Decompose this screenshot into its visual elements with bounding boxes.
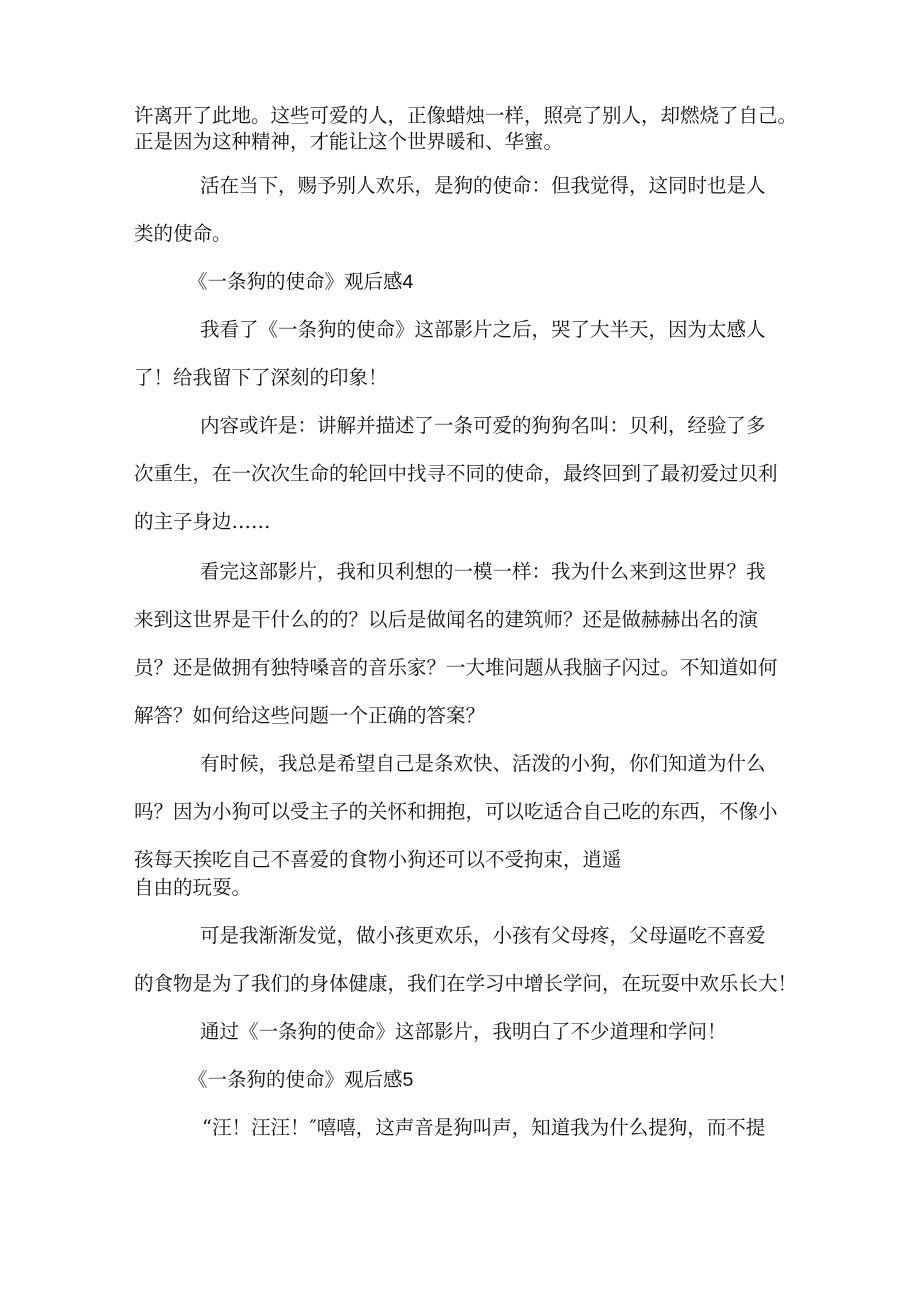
realize-line-2: 的食物是为了我们的身体健康，我们在学习中增长学问，在玩耍中欢乐长大！	[134, 972, 798, 995]
content-line-1: 内容或许是：讲解并描述了一条可爱的狗狗名叫：贝利，经验了多	[200, 414, 766, 437]
heading-5	[188, 1068, 413, 1092]
intro-line-2: 正是因为这种精神，才能让这个世界暖和、华蜜。	[134, 130, 564, 153]
intro-line-1: 许离开了此地。这些可爱的人，正像蜡烛一样，照亮了别人，却燃烧了自己。	[134, 104, 798, 127]
wish-line-2: 吗？因为小狗可以受主子的关怀和拥抱，可以吃适合自己吃的东西，不像小	[134, 800, 778, 823]
wish-line-3: 孩每天挨吃自己不喜爱的食物小狗还可以不受拘束，逍遥	[134, 848, 622, 871]
heading-5-title: 《一条狗的使命》观后感	[188, 1068, 403, 1091]
mission-line-1: 活在当下，赐予别人欢乐，是狗的使命：但我觉得，这同时也是人	[200, 174, 766, 197]
questions-line-2: 来到这世界是干什么的的？以后是做闻名的建筑师？还是做赫赫出名的演	[134, 608, 759, 631]
mission-line-2: 类的使命。	[134, 222, 232, 245]
bark-line-1: “汪！汪汪！″嘻嘻，这声音是狗叫声，知道我为什么提狗，而不提	[202, 1116, 766, 1139]
content-line-3: 的主子身边……	[134, 510, 271, 533]
watched-line-1: 我看了《一条狗的使命》这部影片之后，哭了大半天，因为太感人	[200, 318, 766, 341]
lesson-line-1: 通过《一条狗的使命》这部影片，我明白了不少道理和学问！	[200, 1020, 727, 1043]
heading-5-number: 5	[402, 1069, 414, 1091]
heading-4-title: 《一条狗的使命》观后感	[188, 270, 403, 293]
heading-4-number: 4	[402, 271, 414, 293]
questions-line-1: 看完这部影片，我和贝利想的一模一样：我为什么来到这世界？我	[200, 560, 766, 583]
wish-line-4: 自由的玩耍。	[134, 876, 252, 899]
questions-line-4: 解答？如何给这些问题一个正确的答案？	[134, 704, 486, 727]
watched-line-2: 了！给我留下了深刻的印象！	[134, 366, 388, 389]
realize-line-1: 可是我渐渐发觉，做小孩更欢乐，小孩有父母疼，父母逼吃不喜爱	[200, 924, 766, 947]
wish-line-1: 有时候，我总是希望自己是条欢快、活泼的小狗，你们知道为什么	[200, 752, 766, 775]
questions-line-3: 员？还是做拥有独特嗓音的音乐家？一大堆问题从我脑子闪过。不知道如何	[134, 656, 778, 679]
heading-4	[188, 270, 413, 294]
content-line-2: 次重生，在一次次生命的轮回中找寻不同的使命，最终回到了最初爱过贝利	[134, 462, 778, 485]
